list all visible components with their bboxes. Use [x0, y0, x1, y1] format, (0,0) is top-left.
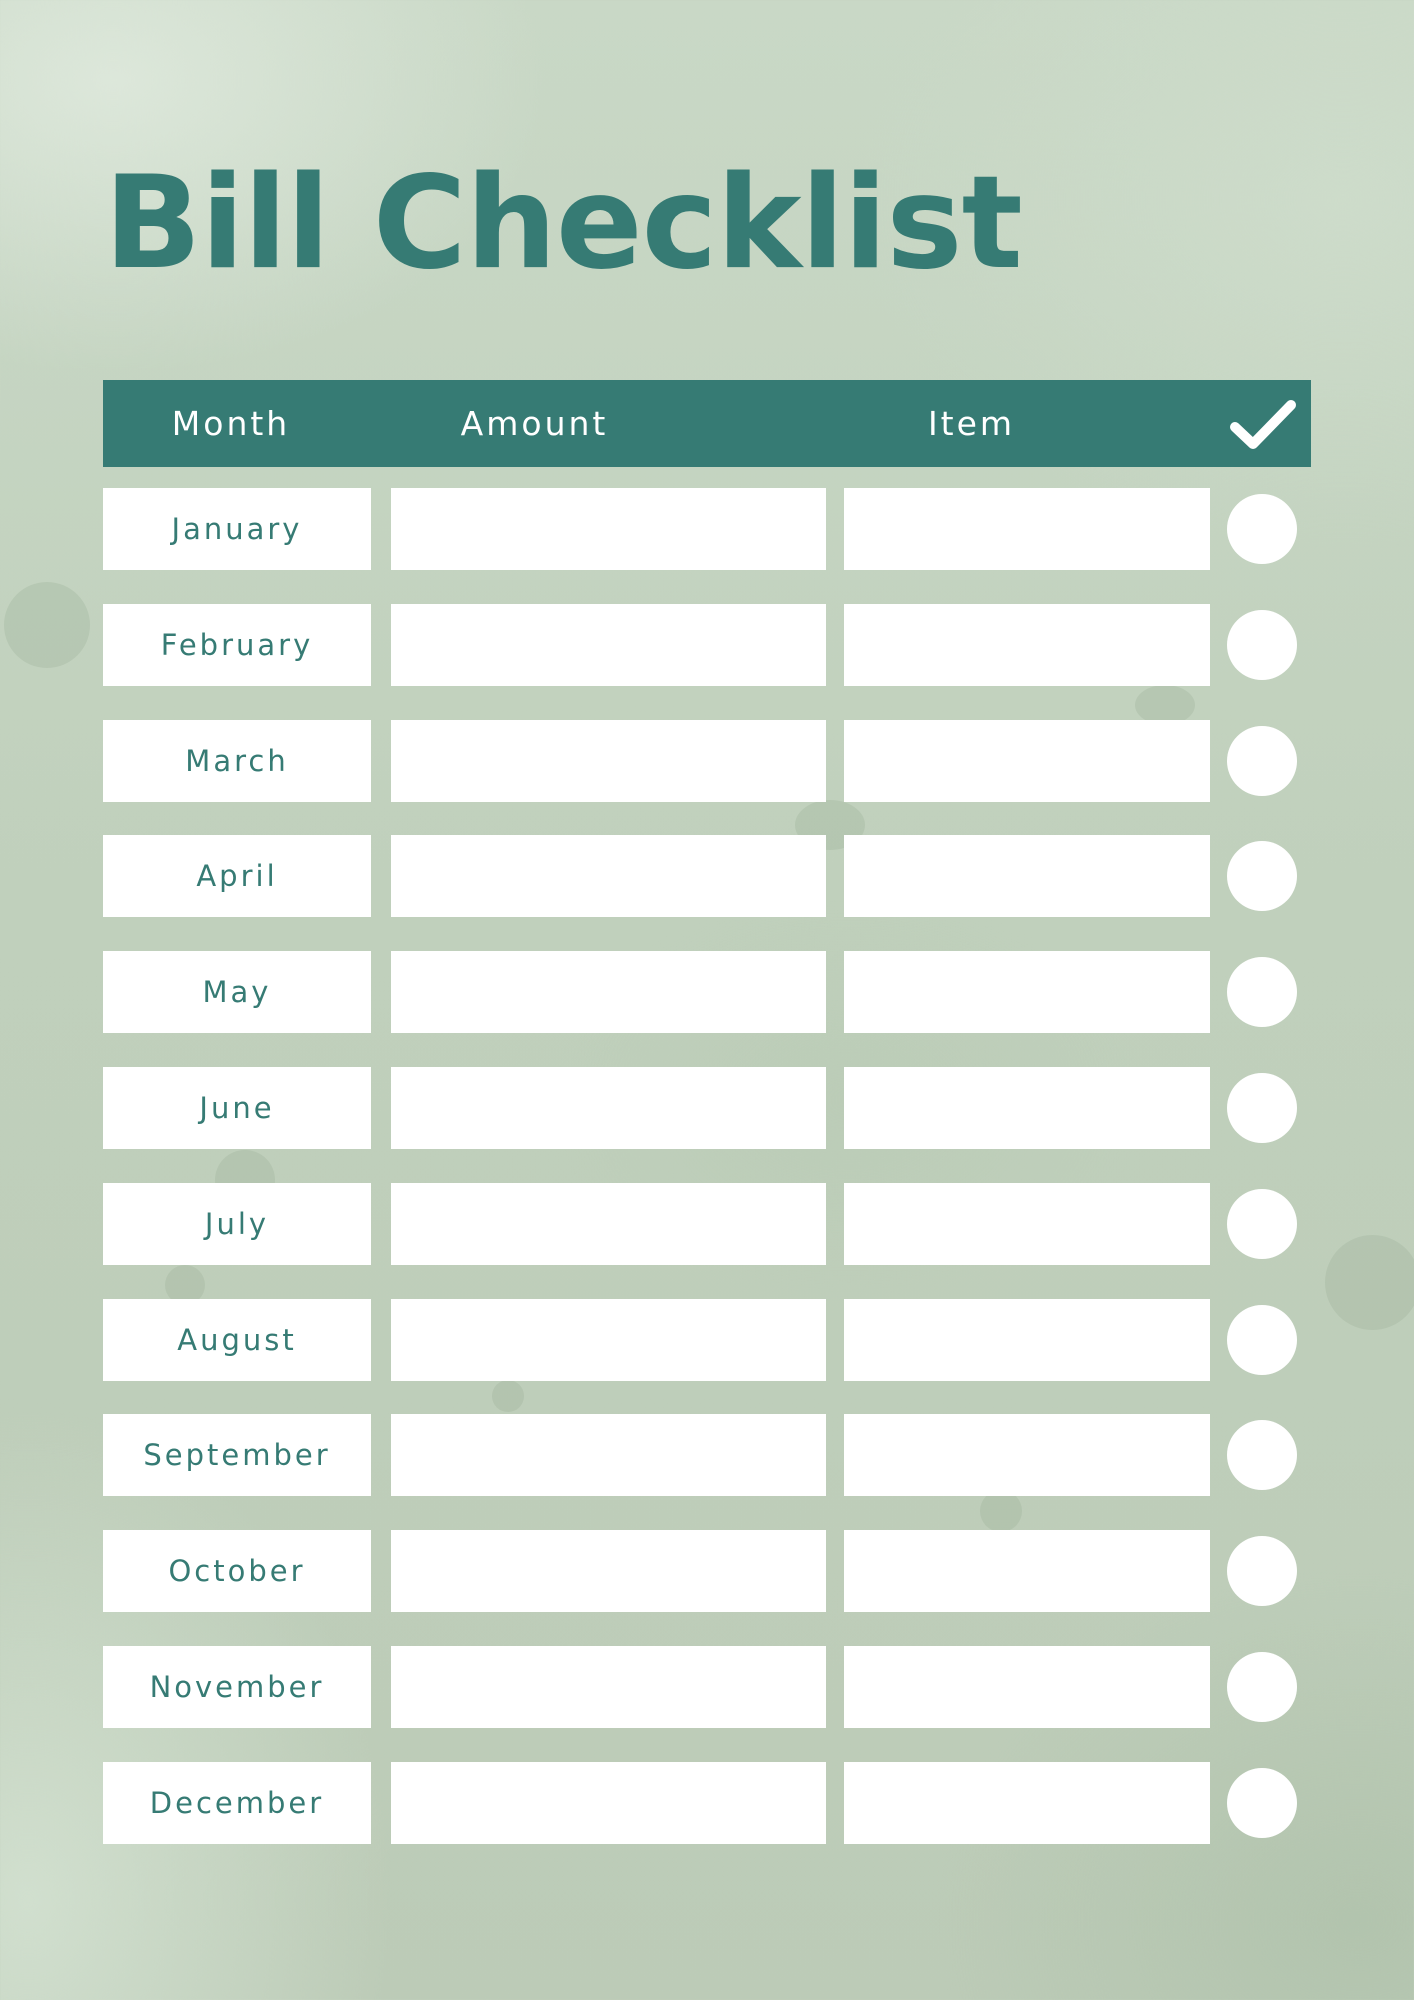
month-cell — [103, 1299, 371, 1381]
paid-checkbox[interactable] — [1227, 841, 1297, 911]
amount-field[interactable] — [391, 1183, 826, 1265]
table-row — [103, 1299, 1311, 1381]
table-row — [103, 720, 1311, 802]
item-field[interactable] — [844, 1183, 1210, 1265]
month-cell — [103, 720, 371, 802]
month-label: June — [199, 1091, 275, 1125]
amount-field[interactable] — [391, 1299, 826, 1381]
paid-checkbox[interactable] — [1227, 1536, 1297, 1606]
paid-checkbox[interactable] — [1227, 1420, 1297, 1490]
item-field[interactable] — [844, 488, 1210, 570]
item-field[interactable] — [844, 1762, 1210, 1844]
table-row — [103, 488, 1311, 570]
table-row — [103, 604, 1311, 686]
table-row — [103, 1183, 1311, 1265]
month-label: December — [149, 1786, 325, 1820]
table-row — [103, 1530, 1311, 1612]
item-field[interactable] — [844, 1646, 1210, 1728]
table-row — [103, 1646, 1311, 1728]
paid-checkbox[interactable] — [1227, 610, 1297, 680]
paid-checkbox[interactable] — [1227, 1073, 1297, 1143]
table-row — [103, 951, 1311, 1033]
table-row — [103, 835, 1311, 917]
page-title: Bill Checklist — [104, 149, 1022, 298]
amount-field[interactable] — [391, 835, 826, 917]
month-cell — [103, 1067, 371, 1149]
background-blot — [4, 582, 90, 668]
header-item: Item — [927, 404, 1016, 443]
item-field[interactable] — [844, 1530, 1210, 1612]
paid-checkbox[interactable] — [1227, 494, 1297, 564]
paid-checkbox[interactable] — [1227, 1305, 1297, 1375]
item-field[interactable] — [844, 604, 1210, 686]
table-row — [103, 1067, 1311, 1149]
background-blot — [1135, 685, 1195, 725]
table-row — [103, 1762, 1311, 1844]
paid-checkbox[interactable] — [1227, 957, 1297, 1027]
amount-field[interactable] — [391, 720, 826, 802]
month-label: August — [177, 1323, 297, 1357]
month-label: March — [185, 744, 289, 778]
amount-field[interactable] — [391, 1762, 826, 1844]
table-row — [103, 1414, 1311, 1496]
month-cell — [103, 951, 371, 1033]
month-cell — [103, 1646, 371, 1728]
amount-field[interactable] — [391, 604, 826, 686]
amount-field[interactable] — [391, 1067, 826, 1149]
table-header — [103, 380, 1311, 467]
item-field[interactable] — [844, 951, 1210, 1033]
month-cell — [103, 1762, 371, 1844]
header-month: Month — [171, 404, 291, 443]
month-cell — [103, 1183, 371, 1265]
amount-field[interactable] — [391, 488, 826, 570]
month-cell — [103, 488, 371, 570]
month-cell — [103, 835, 371, 917]
amount-field[interactable] — [391, 1414, 826, 1496]
item-field[interactable] — [844, 720, 1210, 802]
paid-checkbox[interactable] — [1227, 726, 1297, 796]
month-label: January — [171, 512, 303, 546]
item-field[interactable] — [844, 1299, 1210, 1381]
item-field[interactable] — [844, 1414, 1210, 1496]
month-label: February — [160, 628, 314, 662]
month-label: May — [202, 975, 272, 1009]
background-blot — [980, 1490, 1022, 1532]
paid-checkbox[interactable] — [1227, 1189, 1297, 1259]
month-label: September — [143, 1438, 331, 1472]
month-label: October — [168, 1554, 306, 1588]
paid-checkbox[interactable] — [1227, 1652, 1297, 1722]
checkmark-icon — [1228, 396, 1298, 452]
item-field[interactable] — [844, 1067, 1210, 1149]
month-cell — [103, 1414, 371, 1496]
background-blot — [1325, 1235, 1414, 1330]
month-label: November — [149, 1670, 325, 1704]
month-label: July — [204, 1207, 270, 1241]
paid-checkbox[interactable] — [1227, 1768, 1297, 1838]
background-blot — [492, 1380, 524, 1412]
month-label: April — [196, 859, 278, 893]
amount-field[interactable] — [391, 1646, 826, 1728]
month-cell — [103, 604, 371, 686]
header-amount: Amount — [460, 404, 609, 443]
amount-field[interactable] — [391, 1530, 826, 1612]
amount-field[interactable] — [391, 951, 826, 1033]
month-cell — [103, 1530, 371, 1612]
item-field[interactable] — [844, 835, 1210, 917]
